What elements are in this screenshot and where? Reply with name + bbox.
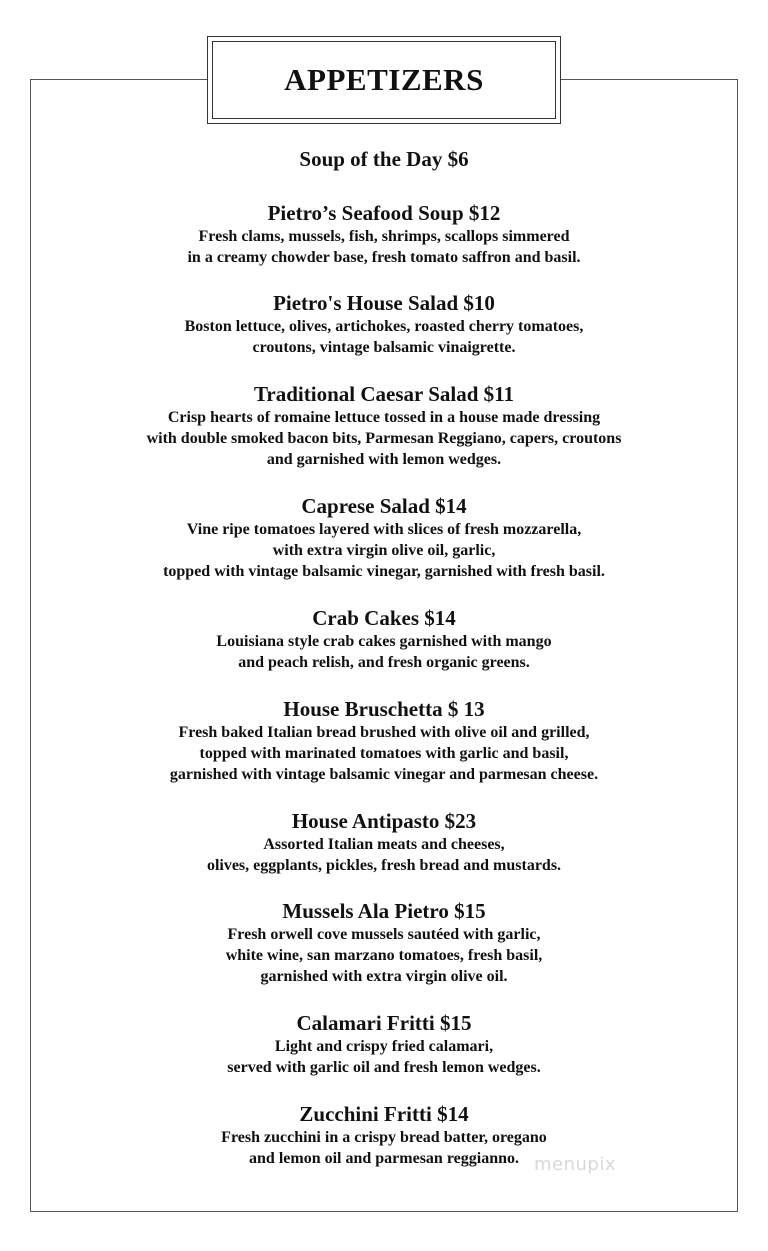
menu-item-description-line: with double smoked bacon bits, Parmesan Reggiano, capers, croutons — [146, 430, 622, 447]
menu-item-name: Pietro’s Seafood Soup $12 — [267, 201, 501, 225]
menu-item-name: Mussels Ala Pietro $15 — [282, 899, 486, 923]
menu-item-description-line: Fresh baked Italian bread brushed with olive oil and grilled, — [178, 724, 590, 741]
menu-item — [40, 1011, 728, 1078]
menu-item-description-line: Light and crispy fried calamari, — [274, 1038, 494, 1055]
menu-item-description-line: garnished with extra virgin olive oil. — [260, 968, 508, 985]
menu-item-description-line: olives, eggplants, pickles, fresh bread and mustards. — [206, 857, 562, 874]
menu-item-name: House Antipasto $23 — [291, 809, 477, 833]
menu-item-description-line: Fresh orwell cove mussels sautéed with garlic, — [227, 926, 541, 943]
menu-item-name: Calamari Fritti $15 — [296, 1011, 472, 1035]
menu-item — [40, 382, 728, 470]
watermark-logo: menupix — [534, 1154, 617, 1175]
menu-item — [40, 201, 728, 268]
menu-item-description-line: croutons, vintage balsamic vinaigrette. — [252, 339, 516, 356]
menu-item-name: Caprese Salad $14 — [301, 494, 467, 518]
menu-item-description-line: white wine, san marzano tomatoes, fresh basil, — [225, 947, 543, 964]
menu-item-description-line: topped with marinated tomatoes with garlic and basil, — [199, 745, 569, 762]
menu-item — [40, 697, 728, 785]
menu-item-name: Traditional Caesar Salad $11 — [253, 382, 514, 406]
menu-item-description-line: Louisiana style crab cakes garnished with mango — [216, 633, 552, 650]
menu-item-description-line: Boston lettuce, olives, artichokes, roasted cherry tomatoes, — [184, 318, 584, 335]
menu-item-description-line: topped with vintage balsamic vinegar, garnished with fresh basil. — [163, 563, 605, 580]
menu-item-description-line: and peach relish, and fresh organic greens. — [238, 654, 530, 671]
menu-item — [40, 291, 728, 358]
menu-item-description-line: Assorted Italian meats and cheeses, — [263, 836, 505, 853]
menu-item-name: Pietro's House Salad $10 — [273, 291, 495, 315]
menu-item — [40, 1102, 728, 1169]
menu-item-description-line: in a creamy chowder base, fresh tomato saffron and basil. — [187, 249, 581, 266]
menu-item-description-line: served with garlic oil and fresh lemon wedges. — [227, 1059, 541, 1076]
menu-item-description-line: with extra virgin olive oil, garlic, — [272, 542, 496, 559]
section-title: APPETIZERS — [284, 62, 484, 97]
menu-item-name: Crab Cakes $14 — [312, 606, 456, 630]
menu-item — [40, 494, 728, 582]
menu-item-description-line: Fresh clams, mussels, fish, shrimps, scallops simmered — [198, 228, 570, 245]
menu-item-name: Soup of the Day $6 — [299, 147, 469, 171]
menu-item — [40, 809, 728, 876]
menu-item-description-line: Fresh zucchini in a crispy bread batter, oregano — [221, 1129, 547, 1146]
menu-item-description-line: Crisp hearts of romaine lettuce tossed in a house made dressing — [167, 409, 601, 426]
menu-item-description-line: garnished with vintage balsamic vinegar and parmesan cheese. — [169, 766, 599, 783]
menu-item-description-line: and lemon oil and parmesan reggianno. — [249, 1150, 519, 1167]
menu-item-description-line: and garnished with lemon wedges. — [266, 451, 502, 468]
menu-item — [40, 606, 728, 673]
menu-item — [40, 899, 728, 987]
menu-item-name: Zucchini Fritti $14 — [299, 1102, 469, 1126]
appetizer-list — [40, 0, 728, 1251]
menu-item-name: House Bruschetta $ 13 — [283, 697, 485, 721]
menu-item-description-line: Vine ripe tomatoes layered with slices of fresh mozzarella, — [186, 521, 582, 538]
menu-item — [40, 147, 728, 172]
